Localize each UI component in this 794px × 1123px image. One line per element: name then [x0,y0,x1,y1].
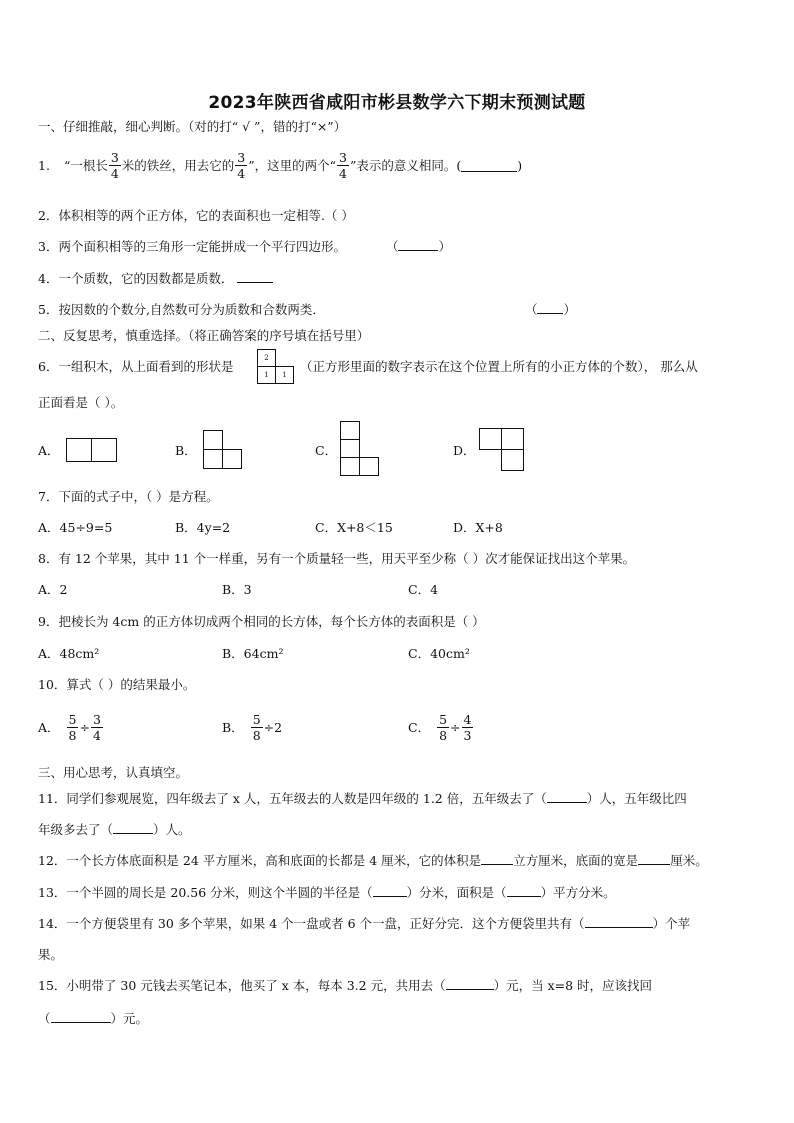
q3-paren-close: ） [438,239,451,254]
option-a-shape-cell [91,438,117,462]
q6-option-b-label[interactable]: B． [175,443,197,458]
frac-num: 3 [110,150,119,165]
answer-blank[interactable] [373,884,407,897]
option-c-shape-cell [340,421,360,440]
option-c-shape-cell [340,439,360,458]
q1-text-b: 米的铁丝，用去它的 [121,157,235,173]
frac-num: 3 [339,150,347,165]
question-2: 2．体积相等的两个正方体，它的表面积也一定相等.（ ） [38,208,354,223]
q11-text-d: ）人。 [153,822,191,837]
q6-option-a-label[interactable]: A． [38,443,60,458]
option-d-shape-cell [479,428,502,450]
frac-den: 3 [463,728,472,743]
q5-text: 5．按因数的个数分,自然数可分为质数和合数两类． [38,302,325,317]
answer-blank[interactable] [237,270,273,283]
question-15-line-2 [38,1010,148,1028]
q10-option-b-label: B． [222,719,244,735]
fraction-3-4 [235,150,247,181]
frac-num: 3 [237,150,246,165]
q10-option-b[interactable] [222,712,282,743]
question-7: 7．下面的式子中，（ ）是方程。 [38,489,219,504]
q11-text-c: 年级多去了（ [38,822,114,837]
q12-text-b: 立方厘米，底面的宽是 [513,853,639,868]
q13-text-b: ）分米，面积是（ [406,885,507,900]
frac-den: 8 [439,728,448,743]
answer-blank[interactable] [113,821,153,834]
frac-num: 4 [463,712,472,727]
section-2-heading: 二、反复思考，慎重选择。（将正确答案的序号填在括号里） [38,328,370,343]
q5-paren-open: （ [524,302,538,317]
fraction-4-3 [462,712,474,743]
q14-text-b: ）个苹 [652,916,691,931]
frac-num: 5 [252,712,261,727]
frac-num: 5 [439,712,448,727]
q6-text-c: 正面看是（ ）。 [38,395,124,410]
question-15-line-1 [38,977,652,995]
question-10: 10．算式（ ）的结果最小。 [38,677,196,692]
q7-option-a[interactable]: A．45÷9=5 [38,520,113,535]
question-11-line-2 [38,821,191,839]
page-title: 2023年陕西省咸阳市彬县数学六下期末预测试题 [208,93,586,113]
q11-text-b: ）人，五年级比四 [586,791,687,806]
q1-number: 1. [38,157,50,173]
answer-blank[interactable] [585,915,653,928]
q1-text-e: ) [517,157,523,173]
question-14-line-2: 果。 [38,947,64,962]
q7-option-c[interactable]: C．X+8＜15 [315,520,393,535]
answer-blank[interactable] [481,852,513,865]
q15-text-d: ）元。 [110,1011,149,1026]
answer-blank[interactable] [398,238,438,251]
question-8: 8．有 12 个苹果，其中 11 个一样重，另有一个质量轻一些，用天平至少称（ ）次才能保证找出这个苹果。 [38,551,636,566]
answer-blank[interactable] [51,1010,111,1023]
option-b-shape-cell [222,449,242,469]
q6-text-b: （正方形里面的数字表示在这个位置上所有的小正方体的个数）， 那么从 [300,359,698,374]
option-c-shape-cell [340,457,360,476]
q8-option-b[interactable]: B．3 [222,582,252,597]
q6-option-d-label[interactable]: D． [453,443,476,458]
answer-blank[interactable] [638,852,670,865]
fraction-3-4 [91,712,103,743]
frac-den: 4 [339,166,347,181]
question-12 [38,852,708,870]
question-3 [38,238,451,256]
grid-cell: 1 [275,366,294,384]
answer-blank[interactable] [446,977,494,990]
fraction-3-4 [109,150,121,181]
frac-den: 4 [237,166,246,181]
divide-by-2: ÷2 [263,719,283,735]
option-d-shape-cell [501,449,524,471]
q15-text-b: ）元，当 x=8 时，应该找回 [493,978,653,993]
option-b-shape-cell [203,430,223,450]
section-1-heading: 一、仔细推敲，细心判断。（对的打“ √ ”，错的打“×”） [38,119,347,134]
question-9: 9．把棱长为 4cm 的正方体切成两个相同的长方体，每个长方体的表面积是（ ） [38,614,485,629]
question-14-line-1 [38,915,690,933]
q10-option-c[interactable] [408,712,474,743]
q8-option-a[interactable]: A．2 [38,582,68,597]
question-13 [38,884,616,902]
frac-num: 3 [92,712,101,727]
frac-num: 5 [68,712,77,727]
q10-option-a-label: A． [38,719,60,735]
fraction-5-8 [251,712,263,743]
q15-text-c: （ [38,1011,51,1026]
question-11-line-1 [38,790,687,808]
q10-option-c-label: C． [408,719,431,735]
option-c-shape-cell [359,457,379,476]
grid-cell: 2 [257,349,276,367]
q9-option-a[interactable]: A．48cm² [38,646,100,661]
q7-option-d[interactable]: D．X+8 [453,520,503,535]
option-d-shape-cell [501,428,524,450]
divide-sign: ÷ [450,719,461,735]
fraction-3-4 [337,150,349,181]
option-b-shape-cell [203,449,223,469]
q6-option-c-label[interactable]: C． [315,443,338,458]
q11-text-a: 11．同学们参观展览，四年级去了 x 人，五年级去的人数是四年级的 1.2 倍，五年级去了（ [38,791,547,806]
frac-den: 4 [92,728,101,743]
q12-text-c: 厘米。 [670,853,708,868]
q1-text-c: ”，这里的两个“ [248,157,337,173]
divide-sign: ÷ [79,719,90,735]
option-a-shape-cell [66,438,92,462]
top-view-figure [257,349,295,385]
q3-paren-open: （ [385,239,399,254]
q1-text-d: ”表示的意义相同。( [349,157,462,173]
q9-option-c[interactable]: C．40cm² [408,646,470,661]
frac-den: 4 [110,166,119,181]
q4-text: 4．一个质数，它的因数都是质数． [38,271,234,286]
q8-option-c[interactable]: C．4 [408,582,439,597]
grid-cell: 1 [257,366,276,384]
answer-blank[interactable] [461,159,517,172]
q13-text-a: 13．一个半圆的周长是 20.56 分米，则这个半圆的半径是（ [38,885,373,900]
q13-text-c: ）平方分米。 [540,885,616,900]
q12-text-a: 12．一个长方体底面积是 24 平方厘米，高和底面的长都是 4 厘米，它的体积是 [38,853,482,868]
q5-paren-close: ） [563,302,576,317]
q15-text-a: 15．小明带了 30 元钱去买笔记本，他买了 x 本，每本 3.2 元，共用去（ [38,978,446,993]
fraction-5-8 [67,712,79,743]
frac-den: 8 [252,728,261,743]
fraction-5-8 [437,712,449,743]
q10-option-a[interactable] [38,712,104,743]
answer-blank[interactable] [507,884,541,897]
section-3-heading: 三、用心思考，认真填空。 [38,765,189,780]
question-5 [38,301,576,319]
question-1 [38,150,522,181]
q1-text-a: “一根长 [63,157,108,173]
q14-text-a: 14．一个方便袋里有 30 多个苹果，如果 4 个一盘或者 6 个一盘，正好分完．这个方便袋里共有（ [38,916,585,931]
question-4 [38,270,273,288]
q9-option-b[interactable]: B．64cm² [222,646,284,661]
frac-den: 8 [68,728,77,743]
answer-blank[interactable] [547,790,587,803]
q6-text-a: 6．一组积木，从上面看到的形状是 [38,359,234,374]
q3-text: 3．两个面积相等的三角形一定能拼成一个平行四边形。 [38,239,346,254]
q7-option-b[interactable]: B．4y=2 [175,520,231,535]
answer-blank[interactable] [537,301,563,314]
